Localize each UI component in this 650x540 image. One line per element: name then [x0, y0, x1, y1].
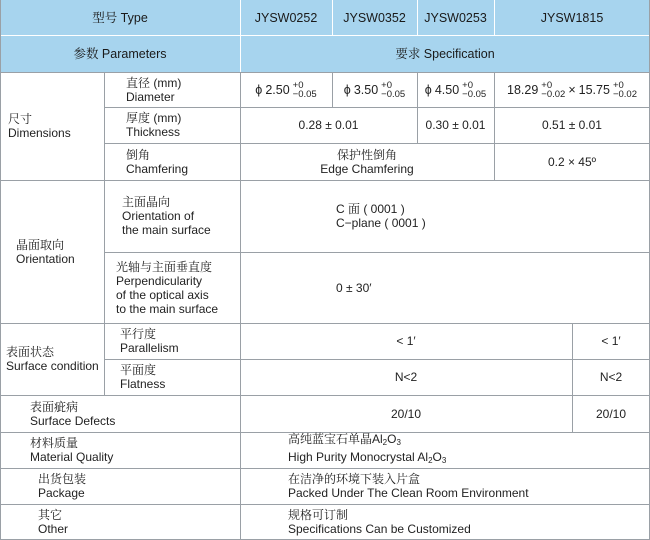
parallelism-value-1: < 1′ [396, 334, 416, 348]
header-type-label: 型号 Type [92, 10, 148, 25]
flatness-value-1: N<2 [394, 370, 418, 384]
diameter-value-4: 18.29 +0 −0.02 × 15.75 +0 −0.02 [507, 79, 637, 100]
chamfer-value-1: 保护性倒角 Edge Chamfering [320, 147, 414, 176]
header-model-2: JYSW0352 [332, 0, 417, 35]
thickness-value-2: 0.30 ± 0.01 [425, 118, 486, 132]
header-model-1: JYSW0252 [240, 0, 332, 35]
package-value: 在洁净的环境下装入片盒 Packed Under The Clean Room Environment [288, 472, 529, 500]
header-parameters-cell: 参数 Parameters [0, 35, 240, 72]
parallelism-label: 平行度 Parallelism [120, 327, 179, 355]
perpendicularity-value: 0 ± 30′ [336, 280, 372, 295]
diameter-label: 直径 (mm) Diameter [126, 75, 182, 104]
perpendicularity-label: 光轴与主面垂直度 Perpendicularity of the optical axis to the main surface [116, 259, 219, 316]
diameter-value-3: ϕ 4.50 +0 −0.05 [424, 79, 487, 100]
orientation-main-value: C 面 ( 0001 ) C−plane ( 0001 ) [336, 202, 426, 230]
surface-group-label: 表面状态 Surface condition [6, 345, 99, 373]
orientation-group-label: 晶面取向 Orientation [16, 237, 75, 266]
header-type-cell [0, 0, 240, 35]
diameter-value-1: ϕ 2.50 +0 −0.05 [255, 79, 317, 100]
header-model-3: JYSW0253 [417, 0, 494, 35]
material-label: 材料质量 Material Quality [30, 436, 114, 464]
chamfer-value-2: 0.2 × 45º [547, 154, 597, 169]
other-value: 规格可订制 Specifications Can be Customized [288, 507, 471, 536]
chamfer-label: 倒角 Chamfering [126, 147, 189, 176]
flatness-label: 平面度 Flatness [120, 363, 166, 391]
thickness-label: 厚度 (mm) Thickness [126, 111, 182, 139]
parallelism-value-2: < 1′ [601, 334, 621, 348]
orientation-main-label: 主面晶向 Orientation of the main surface [122, 195, 211, 237]
defects-value-2: 20/10 [595, 406, 627, 421]
header-specification-cell: 要求 Specification [240, 35, 650, 72]
thickness-value-1: 0.28 ± 0.01 [298, 118, 359, 132]
other-label: 其它 Other [38, 507, 69, 536]
defects-label: 表面疵病 Surface Defects [30, 399, 116, 428]
flatness-value-2: N<2 [599, 370, 623, 384]
material-value: 高纯蓝宝石单晶$Al_2O_3$ High Purity Monocrystal $Al_2O_3$ [288, 432, 447, 465]
thickness-value-3: 0.51 ± 0.01 [542, 118, 602, 132]
package-label: 出货包装 Package [38, 472, 87, 500]
dimensions-group-label: 尺寸 Dimensions [8, 112, 71, 140]
header-model-4: JYSW1815 [494, 0, 650, 35]
diameter-value-2: ϕ 3.50 +0 −0.05 [343, 79, 406, 100]
defects-value-1: 20/10 [390, 406, 422, 421]
